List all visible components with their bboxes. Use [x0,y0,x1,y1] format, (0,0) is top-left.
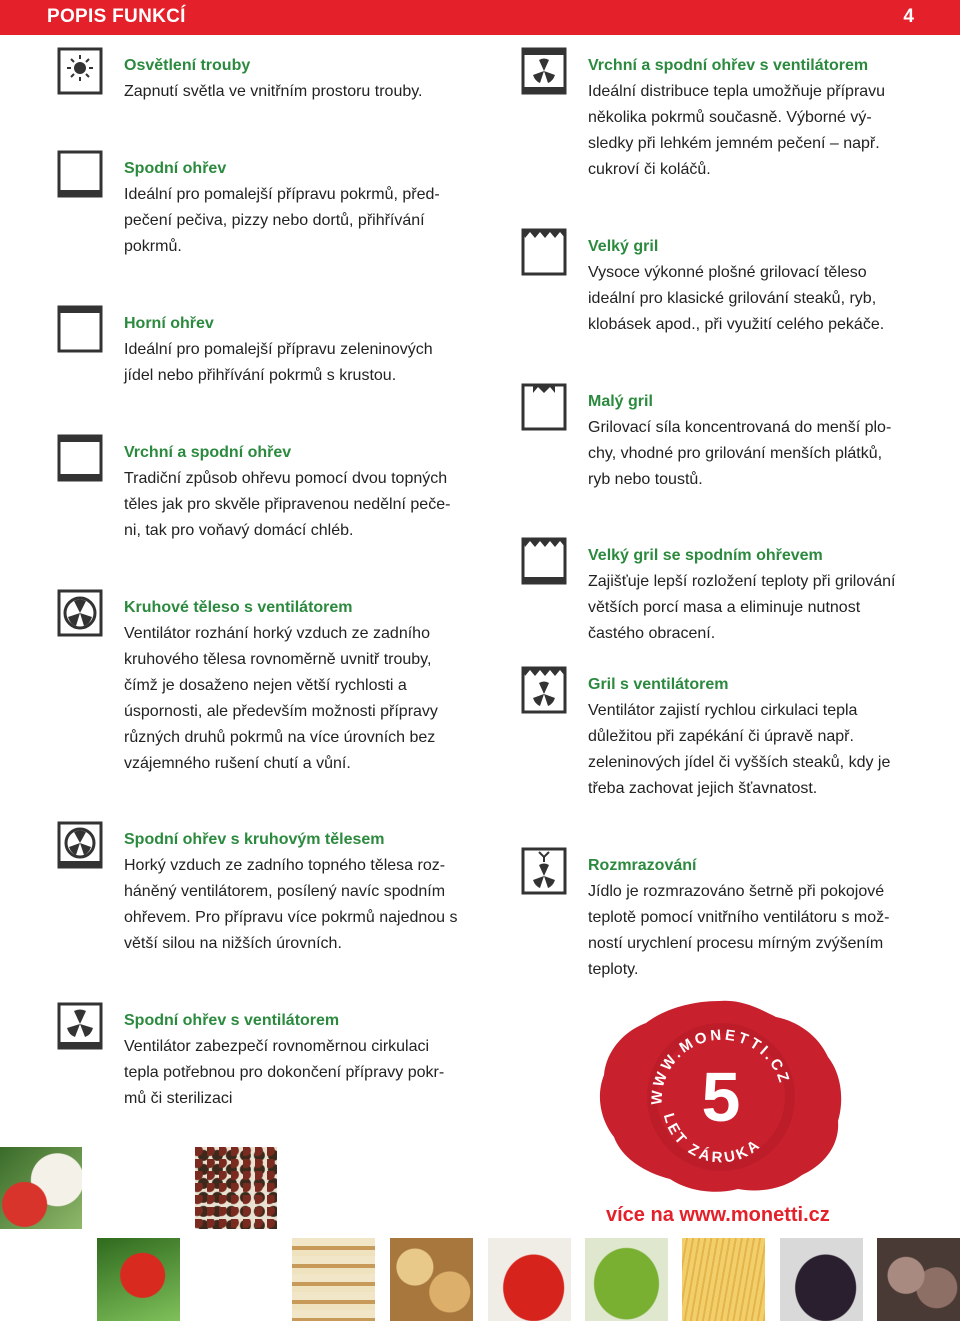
function-heading: Kruhové těleso s ventilátorem [124,599,353,616]
page-number: 4 [903,6,914,27]
function-heading: Osvětlení trouby [124,57,251,74]
function-description: Tradiční způsob ohřevu pomocí dvou topných těles jak pro skvěle připravenou nedělní pečeni, tak pro voňavý domácí chléb. [124,470,451,539]
photo-mozzarella-tomato [0,1147,82,1229]
svg-text:5: 5 [701,1058,741,1136]
function-description: Ventilátor rozhání horký vzduch ze zadního kruhového tělesa rovnoměrně uvnitř trouby, čímž je dosaženo nejen větší rychlosti a úspornosti, ale především možnosti přípravy různých druhů pokrmů na více úrovních bez vzájemného rušení chutí a vůní. [124,625,438,772]
website-link[interactable]: více na www.monetti.cz [606,1204,830,1226]
function-description: Vysoce výkonné plošné grilovací těleso ideální pro klasické grilování steaků, ryb, klobásek apod., při využití celého pekáče. [588,264,885,333]
function-item [124,156,464,260]
function-description: Grilovací síla koncentrovaná do menší plochy, vhodné pro grilování menších plátků, ryb nebo toustů. [588,419,892,488]
function-heading: Spodní ohřev s ventilátorem [124,1012,340,1029]
function-item [124,53,464,105]
photo-eggplant [780,1238,863,1321]
function-item [588,543,928,647]
top-heat-icon [57,305,103,353]
large-grill-icon [521,228,567,276]
photo-red-pepper [488,1238,571,1321]
photo-pasta [682,1238,765,1321]
function-item [588,234,928,338]
grill-fan-icon [521,666,567,714]
function-item [588,53,928,183]
function-item [588,389,928,493]
function-item [124,311,464,389]
function-description: Zapnutí světla ve vnitřním prostoru trouby. [124,83,423,100]
photo-lettuce-tomato [97,1238,180,1321]
function-description: Ventilátor zajistí rychlou cirkulaci tepla důležitou při zapékání či úpravě např. zeleninových jídel či vyšších steaků, kdy je třeba zachovat jejich šťavnatost. [588,702,891,797]
large-grill-bottom-icon [521,537,567,585]
photo-green-pepper [585,1238,668,1321]
photo-lasagne [292,1238,375,1321]
function-heading: Spodní ohřev s kruhovým tělesem [124,831,385,848]
function-description: Jídlo je rozmrazováno šetrně při pokojové teplotě pomocí vnitřního ventilátoru s možností urychlení procesu mírným zvýšením teploty. [588,883,890,978]
function-heading: Vrchní a spodní ohřev [124,444,292,461]
function-item [588,853,928,983]
fan-top-bottom-icon [521,47,567,95]
function-description: Ideální pro pomalejší přípravu zeleninových jídel nebo přihřívání pokrmů s krustou. [124,341,433,384]
function-heading: Horní ohřev [124,315,214,332]
function-description: Ventilátor zabezpečí rovnoměrnou cirkulaci tepla potřebnou pro dokončení přípravy pokrmů či sterilizaci [124,1038,445,1107]
function-item [124,1008,464,1112]
warranty-seal [592,995,846,1195]
function-item [124,595,464,777]
function-item [588,672,928,802]
photo-peppercorns [195,1147,277,1229]
photo-bread-rolls [390,1238,473,1321]
photo-garlic [877,1238,960,1321]
function-description: Ideální pro pomalejší přípravu pokrmů, předpečení pečiva, pizzy nebo dortů, přihřívání pokrmů. [124,186,440,255]
function-heading: Vrchní a spodní ohřev s ventilátorem [588,57,869,74]
function-heading: Spodní ohřev [124,160,227,177]
function-heading: Malý gril [588,393,653,410]
function-heading: Rozmrazování [588,857,697,874]
ring-fan-bottom-icon [57,821,103,869]
top-bottom-heat-icon [57,434,103,482]
function-heading: Velký gril [588,238,659,255]
function-item [124,827,464,957]
function-description: Ideální distribuce tepla umožňuje přípravu několika pokrmů současně. Výborné výsledky při lehkém jemném pečení – např. cukroví či koláčů. [588,83,886,178]
page-title: POPIS FUNKCÍ [47,6,186,27]
function-item [124,440,464,544]
header-bar [0,0,960,35]
small-grill-icon [521,383,567,431]
function-description: Zajišťuje lepší rozložení teploty při grilování větších porcí masa a eliminuje nutnost častého obracení. [588,573,896,642]
fan-bottom-icon [57,1002,103,1050]
light-icon [57,47,103,95]
defrost-icon [521,847,567,895]
function-heading: Gril s ventilátorem [588,676,729,693]
bottom-heat-icon [57,150,103,198]
svg-text:WWW.MONETTI.CZ: WWW.MONETTI.CZ [648,1026,794,1106]
svg-text:LET ZÁRUKA: LET ZÁRUKA [659,1111,765,1167]
ring-fan-icon [57,589,103,637]
function-description: Horký vzduch ze zadního topného tělesa rozháněný ventilátorem, posílený navíc spodním ohřevem. Pro přípravu více pokrmů najednou s větší silou na nižších úrovních. [124,857,458,952]
function-heading: Velký gril se spodním ohřevem [588,547,823,564]
